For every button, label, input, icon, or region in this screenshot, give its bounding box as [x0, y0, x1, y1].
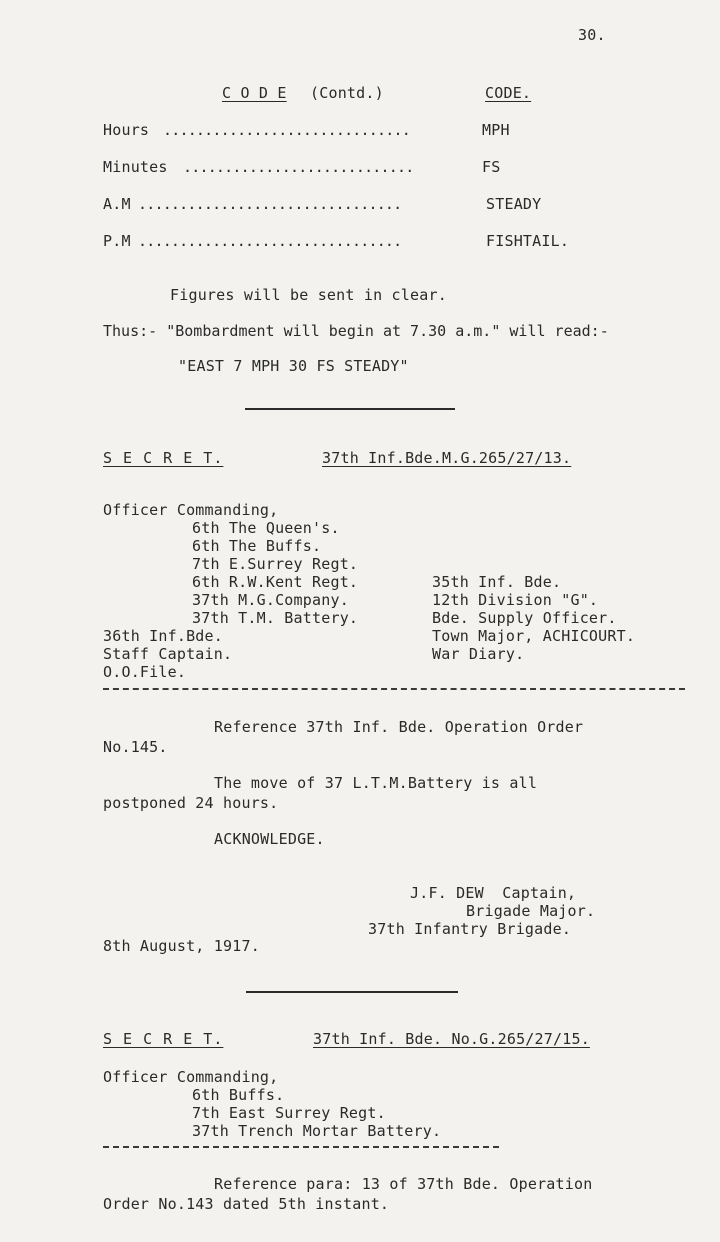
addressee: 7th East Surrey Regt. [192, 1104, 386, 1122]
code-term: Hours [103, 121, 150, 139]
addressee: Bde. Supply Officer. [432, 609, 617, 627]
code-dots: .............................. [163, 121, 410, 139]
addressee: War Diary. [432, 645, 525, 663]
addressee: 6th The Queen's. [192, 519, 340, 537]
reference-line: Reference para: 13 of 37th Bde. Operation [214, 1175, 593, 1193]
addressee: 6th The Buffs. [192, 537, 322, 555]
addressee: 37th T.M. Battery. [192, 609, 359, 627]
officer-commanding: Officer Commanding, [103, 501, 279, 519]
signature-title: Brigade Major. [466, 902, 596, 920]
signature-unit: 37th Infantry Brigade. [368, 920, 572, 938]
reference-line: Order No.143 dated 5th instant. [103, 1195, 390, 1213]
message-date: 8th August, 1917. [103, 937, 260, 955]
page-number: 30. [578, 26, 606, 44]
reference-line: No.145. [103, 738, 168, 756]
addressee: 7th E.Surrey Regt. [192, 555, 359, 573]
dashed-separator [103, 688, 685, 690]
acknowledge: ACKNOWLEDGE. [214, 830, 325, 848]
section-divider [245, 408, 455, 410]
message-reference: 37th Inf.Bde.M.G.265/27/13. [322, 449, 572, 467]
addressee: 6th R.W.Kent Regt. [192, 573, 359, 591]
example-line: "EAST 7 MPH 30 FS STEADY" [178, 357, 409, 375]
section-divider [246, 991, 458, 993]
body-line: postponed 24 hours. [103, 794, 279, 812]
code-dots: ............................ [183, 158, 414, 176]
addressee: Staff Captain. [103, 645, 233, 663]
code-term: P.M [103, 232, 131, 250]
officer-commanding: Officer Commanding, [103, 1068, 279, 1086]
reference-line: Reference 37th Inf. Bde. Operation Order [214, 718, 584, 736]
addressee: O.O.File. [103, 663, 187, 681]
code-header-right: CODE. [485, 84, 532, 102]
code-value: STEADY [486, 195, 542, 213]
code-value: FS [482, 158, 501, 176]
code-header-suffix: (Contd.) [310, 84, 384, 102]
code-dots: ................................ [138, 195, 402, 213]
addressee: Town Major, ACHICOURT. [432, 627, 636, 645]
secret-label: S E C R E T. [103, 449, 224, 467]
code-value: FISHTAIL. [486, 232, 570, 250]
addressee: 6th Buffs. [192, 1086, 285, 1104]
addressee: 37th M.G.Company. [192, 591, 349, 609]
figures-line: Figures will be sent in clear. [170, 286, 447, 304]
code-value: MPH [482, 121, 510, 139]
body-line: The move of 37 L.T.M.Battery is all [214, 774, 538, 792]
code-term: A.M [103, 195, 131, 213]
signature-name: J.F. DEW Captain, [410, 884, 577, 902]
code-term: Minutes [103, 158, 168, 176]
addressee: 37th Trench Mortar Battery. [192, 1122, 442, 1140]
dashed-separator [103, 1146, 499, 1148]
code-header-left: C O D E [222, 84, 287, 102]
addressee: 12th Division "G". [432, 591, 599, 609]
addressee: 35th Inf. Bde. [432, 573, 562, 591]
code-dots: ................................ [138, 232, 402, 250]
message-reference: 37th Inf. Bde. No.G.265/27/15. [313, 1030, 590, 1048]
addressee: 36th Inf.Bde. [103, 627, 223, 645]
thus-line: Thus:- "Bombardment will begin at 7.30 a.m." will read:- [103, 322, 609, 340]
secret-label: S E C R E T. [103, 1030, 224, 1048]
